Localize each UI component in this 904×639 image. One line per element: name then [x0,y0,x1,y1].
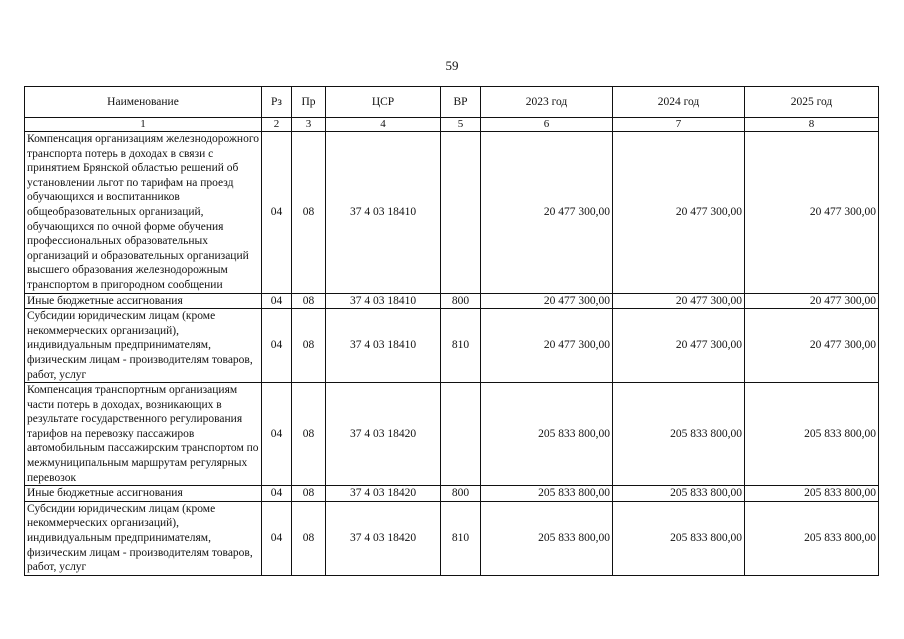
row-2025: 20 477 300,00 [745,293,879,309]
row-csr: 37 4 03 18420 [326,383,441,486]
row-pr: 08 [292,501,326,575]
col-header-2025: 2025 год [745,87,879,118]
table-row [25,132,879,294]
row-csr: 37 4 03 18420 [326,486,441,502]
row-2023: 20 477 300,00 [481,309,613,383]
row-2023: 20 477 300,00 [481,132,613,294]
page-number: 59 [445,58,459,73]
row-vr: 810 [441,309,481,383]
col-number: 6 [481,118,613,132]
row-rz: 04 [262,293,292,309]
table-row [25,501,879,575]
row-vr: 800 [441,486,481,502]
row-pr: 08 [292,293,326,309]
col-number: 4 [326,118,441,132]
row-name: Субсидии юридическим лицам (кроме некоммерческих организаций), индивидуальным предпринимателям, физическим лицам - производителям товаров, работ, услуг [25,309,262,383]
row-vr [441,383,481,486]
row-2023: 20 477 300,00 [481,293,613,309]
col-number: 5 [441,118,481,132]
row-2025: 205 833 800,00 [745,501,879,575]
row-2025: 20 477 300,00 [745,132,879,294]
row-csr: 37 4 03 18410 [326,293,441,309]
row-name: Компенсация организациям железнодорожного транспорта потерь в доходах в связи с принятием Брянской областью решений об установлении льгот по тарифам на проезд обучающихся и воспитанников общеобразовательных организаций, обучающихся по очной форме обучения профессиональных образовательных организаций и образовательных организаций высшего образования железнодорожным транспортом в пригородном сообщении [25,132,262,294]
col-number: 8 [745,118,879,132]
row-pr: 08 [292,383,326,486]
row-2024: 20 477 300,00 [613,132,745,294]
col-header-rz: Рз [262,87,292,118]
col-number: 2 [262,118,292,132]
row-vr [441,132,481,294]
row-2024: 205 833 800,00 [613,501,745,575]
row-name: Иные бюджетные ассигнования [25,486,262,502]
col-header-pr: Пр [292,87,326,118]
row-csr: 37 4 03 18410 [326,309,441,383]
row-2024: 20 477 300,00 [613,293,745,309]
row-2024: 20 477 300,00 [613,309,745,383]
col-number: 3 [292,118,326,132]
col-header-csr: ЦСР [326,87,441,118]
row-2024: 205 833 800,00 [613,486,745,502]
row-2023: 205 833 800,00 [481,486,613,502]
row-name: Субсидии юридическим лицам (кроме некоммерческих организаций), индивидуальным предпринимателям, физическим лицам - производителям товаров, работ, услуг [25,501,262,575]
row-pr: 08 [292,486,326,502]
row-rz: 04 [262,486,292,502]
budget-table [24,86,879,576]
table-row [25,383,879,486]
column-number-row [25,118,879,132]
row-name: Компенсация транспортным организациям части потерь в доходах, возникающих в результате государственного регулирования тарифов на перевозку пассажиров автомобильным пассажирским транспортом по межмуниципальным маршрутам регулярных перевозок [25,383,262,486]
row-2023: 205 833 800,00 [481,501,613,575]
col-number: 7 [613,118,745,132]
col-header-2024: 2024 год [613,87,745,118]
col-header-vr: ВР [441,87,481,118]
table-row [25,309,879,383]
row-2025: 205 833 800,00 [745,383,879,486]
row-2025: 205 833 800,00 [745,486,879,502]
row-name: Иные бюджетные ассигнования [25,293,262,309]
table-row [25,486,879,502]
row-2025: 20 477 300,00 [745,309,879,383]
row-2023: 205 833 800,00 [481,383,613,486]
col-header-2023: 2023 год [481,87,613,118]
header-row [25,87,879,118]
col-number: 1 [25,118,262,132]
row-pr: 08 [292,309,326,383]
row-vr: 810 [441,501,481,575]
col-header-name: Наименование [25,87,262,118]
row-vr: 800 [441,293,481,309]
row-rz: 04 [262,383,292,486]
row-rz: 04 [262,309,292,383]
row-rz: 04 [262,501,292,575]
row-csr: 37 4 03 18410 [326,132,441,294]
row-pr: 08 [292,132,326,294]
row-rz: 04 [262,132,292,294]
row-csr: 37 4 03 18420 [326,501,441,575]
table-row [25,293,879,309]
row-2024: 205 833 800,00 [613,383,745,486]
